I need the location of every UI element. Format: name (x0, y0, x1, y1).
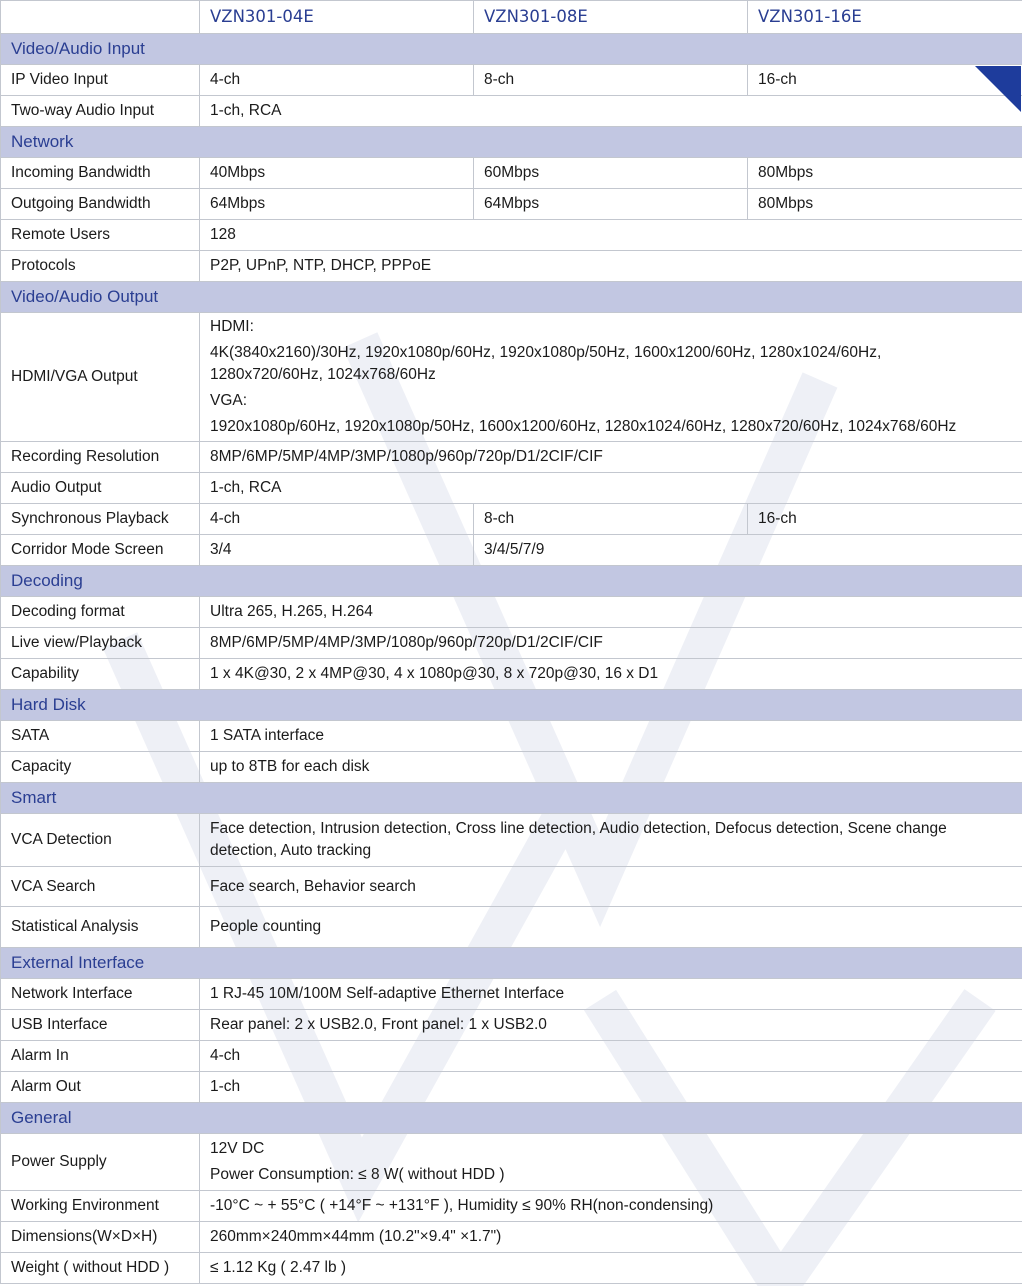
row-label: Alarm In (1, 1041, 200, 1072)
section-video-audio-input (1, 34, 1022, 65)
table-row (1, 659, 1022, 690)
table-row (1, 1134, 1022, 1191)
hdmi-vga-cell (200, 313, 1022, 442)
model-header-04e: VZN301-04E (200, 1, 474, 34)
power-supply-cell (200, 1134, 1022, 1191)
cell-value: 8MP/6MP/5MP/4MP/3MP/1080p/960p/720p/D1/2CIF/CIF (200, 442, 1022, 473)
section-title: Network (1, 127, 1022, 158)
row-label: Weight ( without HDD ) (1, 1253, 200, 1284)
cell-16e: 16-ch (748, 65, 1022, 96)
table-row (1, 1072, 1022, 1103)
model-header-08e: VZN301-08E (474, 1, 748, 34)
row-label: HDMI/VGA Output (1, 313, 200, 442)
table-row (1, 251, 1022, 282)
cell-08e: 60Mbps (474, 158, 748, 189)
cell-value: 128 (200, 220, 1022, 251)
row-label: Capacity (1, 752, 200, 783)
cell-04e: 3/4 (200, 535, 474, 566)
row-label: Dimensions(W×D×H) (1, 1222, 200, 1253)
table-row (1, 814, 1022, 867)
row-label: Corridor Mode Screen (1, 535, 200, 566)
table-row (1, 535, 1022, 566)
vca-detection-line: detection, Auto tracking (210, 842, 372, 859)
table-row (1, 473, 1022, 504)
cell-value: Ultra 265, H.265, H.264 (200, 597, 1022, 628)
table-row (1, 1041, 1022, 1072)
row-label: Protocols (1, 251, 200, 282)
cell-value: 1 x 4K@30, 2 x 4MP@30, 4 x 1080p@30, 8 x 720p@30, 16 x D1 (200, 659, 1022, 690)
section-external-interface (1, 948, 1022, 979)
cell-value: 1 RJ-45 10M/100M Self-adaptive Ethernet Interface (200, 979, 1022, 1010)
cell-value: People counting (200, 907, 1022, 948)
cell-value: 260mm×240mm×44mm (10.2"×9.4" ×1.7") (200, 1222, 1022, 1253)
section-general (1, 1103, 1022, 1134)
power-line: Power Consumption: ≤ 8 W( without HDD ) (210, 1166, 505, 1183)
section-video-audio-output (1, 282, 1022, 313)
table-row (1, 189, 1022, 220)
table-row (1, 907, 1022, 948)
section-title: Smart (1, 783, 1022, 814)
row-label: Two-way Audio Input (1, 96, 200, 127)
cell-value: 1-ch, RCA (200, 96, 1022, 127)
section-decoding (1, 566, 1022, 597)
row-label: Live view/Playback (1, 628, 200, 659)
table-row (1, 597, 1022, 628)
cell-value: ≤ 1.12 Kg ( 2.47 lb ) (200, 1253, 1022, 1284)
row-label: VCA Detection (1, 814, 200, 867)
table-row (1, 442, 1022, 473)
cell-04e: 64Mbps (200, 189, 474, 220)
row-label: SATA (1, 721, 200, 752)
row-label: Statistical Analysis (1, 907, 200, 948)
row-label: Network Interface (1, 979, 200, 1010)
model-header-row (1, 1, 1022, 34)
table-row (1, 979, 1022, 1010)
table-row (1, 220, 1022, 251)
section-title: Video/Audio Output (1, 282, 1022, 313)
table-row (1, 65, 1022, 96)
cell-04e: 40Mbps (200, 158, 474, 189)
cell-value: 1 SATA interface (200, 721, 1022, 752)
row-label: Decoding format (1, 597, 200, 628)
row-label: Remote Users (1, 220, 200, 251)
row-label: Capability (1, 659, 200, 690)
cell-08e: 8-ch (474, 65, 748, 96)
row-label: Alarm Out (1, 1072, 200, 1103)
table-row (1, 158, 1022, 189)
cell-value: 8MP/6MP/5MP/4MP/3MP/1080p/960p/720p/D1/2CIF/CIF (200, 628, 1022, 659)
table-row (1, 721, 1022, 752)
power-line: 12V DC (210, 1140, 265, 1157)
table-row (1, 752, 1022, 783)
table-row (1, 628, 1022, 659)
vca-detection-line: Face detection, Intrusion detection, Cross line detection, Audio detection, Defocus detection, Scene change (210, 820, 947, 837)
cell-value: 1-ch, RCA (200, 473, 1022, 504)
table-row (1, 504, 1022, 535)
row-label: VCA Search (1, 867, 200, 907)
model-header-16e: VZN301-16E (748, 1, 1022, 34)
section-title: General (1, 1103, 1022, 1134)
table-row (1, 1191, 1022, 1222)
section-title: External Interface (1, 948, 1022, 979)
cell-16e: 80Mbps (748, 158, 1022, 189)
cell-value: -10°C ~ + 55°C ( +14°F ~ +131°F ), Humidity ≤ 90% RH(non-condensing) (200, 1191, 1022, 1222)
table-row (1, 313, 1022, 442)
hdmi-line: 1280x720/60Hz, 1024x768/60Hz (210, 366, 436, 383)
row-label: Outgoing Bandwidth (1, 189, 200, 220)
cell-16e: 80Mbps (748, 189, 1022, 220)
row-label: Audio Output (1, 473, 200, 504)
row-label: Recording Resolution (1, 442, 200, 473)
section-network (1, 127, 1022, 158)
section-title: Video/Audio Input (1, 34, 1022, 65)
vca-detection-cell (200, 814, 1022, 867)
row-label: Working Environment (1, 1191, 200, 1222)
cell-08e-16e: 3/4/5/7/9 (474, 535, 1022, 566)
row-label: Incoming Bandwidth (1, 158, 200, 189)
cell-08e: 64Mbps (474, 189, 748, 220)
vga-line: 1920x1080p/60Hz, 1920x1080p/50Hz, 1600x1200/60Hz, 1280x1024/60Hz, 1280x720/60Hz, 1024x768/60Hz (210, 418, 957, 435)
cell-value: P2P, UPnP, NTP, DHCP, PPPoE (200, 251, 1022, 282)
row-label: USB Interface (1, 1010, 200, 1041)
table-row (1, 867, 1022, 907)
section-hard-disk (1, 690, 1022, 721)
cell-16e: 16-ch (748, 504, 1022, 535)
cell-value: up to 8TB for each disk (200, 752, 1022, 783)
row-label: Power Supply (1, 1134, 200, 1191)
section-title: Hard Disk (1, 690, 1022, 721)
hdmi-title: HDMI: (210, 318, 254, 335)
table-row (1, 1253, 1022, 1284)
cell-value: Rear panel: 2 x USB2.0, Front panel: 1 x USB2.0 (200, 1010, 1022, 1041)
section-smart (1, 783, 1022, 814)
cell-04e: 4-ch (200, 504, 474, 535)
table-row (1, 96, 1022, 127)
table-row (1, 1222, 1022, 1253)
cell-value: Face search, Behavior search (200, 867, 1022, 907)
cell-value: 1-ch (200, 1072, 1022, 1103)
row-label: IP Video Input (1, 65, 200, 96)
cell-08e: 8-ch (474, 504, 748, 535)
section-title: Decoding (1, 566, 1022, 597)
table-row (1, 1010, 1022, 1041)
header-blank-cell (1, 1, 200, 34)
cell-04e: 4-ch (200, 65, 474, 96)
vga-title: VGA: (210, 392, 248, 409)
hdmi-line: 4K(3840x2160)/30Hz, 1920x1080p/60Hz, 1920x1080p/50Hz, 1600x1200/60Hz, 1280x1024/60Hz, (210, 344, 882, 361)
row-label: Synchronous Playback (1, 504, 200, 535)
cell-value: 4-ch (200, 1041, 1022, 1072)
